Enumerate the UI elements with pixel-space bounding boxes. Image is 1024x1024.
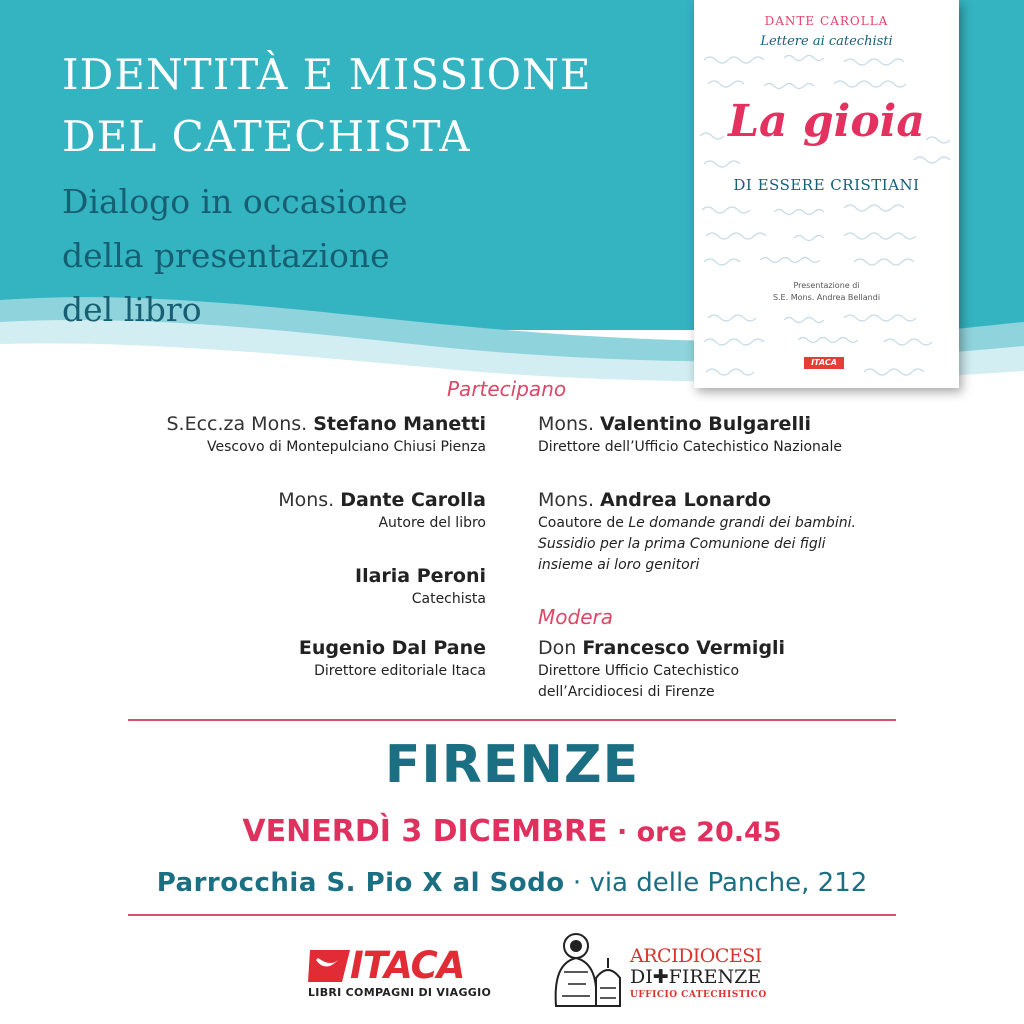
participant-role: Direttore dell’Ufficio Catechistico Nazionale <box>538 439 843 455</box>
participant-title: Mons. <box>278 489 335 511</box>
participants-heading: Partecipano <box>447 377 567 401</box>
event-city: FIRENZE <box>384 735 640 795</box>
book-subtitle: DI ESSERE CRISTIANI <box>733 176 920 194</box>
event-date-time <box>0 814 1024 849</box>
presentation-line: Presentazione di <box>793 281 860 290</box>
arcidiocesi-office: UFFICIO CATECHISTICO <box>630 990 767 1000</box>
event-place: Parrocchia S. Pio X al Sodo <box>156 868 565 898</box>
moderator-heading: Modera <box>538 605 613 629</box>
arcidiocesi-line1: ARCIDIOCESI <box>630 945 762 967</box>
participant-name: Valentino Bulgarelli <box>600 413 811 435</box>
event-date: VENERDÌ 3 DICEMBRE <box>242 814 608 849</box>
participant-peroni <box>66 563 486 610</box>
book-presentation <box>694 280 959 304</box>
participant-lonardo <box>538 487 958 576</box>
participant-name: Eugenio Dal Pane <box>298 637 486 659</box>
title-line: IDENTITÀ E MISSIONE <box>62 50 592 99</box>
title-line: DEL CATECHISTA <box>62 112 471 161</box>
subtitle-line: della presentazione <box>62 236 390 275</box>
participant-title: Mons. <box>538 489 594 511</box>
itaca-logo <box>308 944 492 1004</box>
book-reference: insieme ai loro genitori <box>538 557 700 573</box>
itaca-emblem-icon <box>308 946 352 986</box>
participant-role: Vescovo di Montepulciano Chiusi Pienza <box>207 439 486 455</box>
subtitle-line: Dialogo in occasione <box>62 182 408 221</box>
book-cover <box>694 0 959 388</box>
book-reference: Le domande grandi dei bambini. <box>628 515 856 531</box>
participant-role: Catechista <box>411 591 486 607</box>
event-time: · ore 20.45 <box>607 817 782 848</box>
itaca-wordmark: ITACA <box>350 944 465 987</box>
moderator-role: dell’Arcidiocesi di Firenze <box>538 684 715 700</box>
subtitle-line: del libro <box>62 290 202 329</box>
presentation-line: S.E. Mons. Andrea Bellandi <box>772 293 881 302</box>
event-address: · via delle Panche, 212 <box>564 868 868 898</box>
divider-top <box>128 719 896 721</box>
participant-title: S.Ecc.za Mons. <box>166 413 308 435</box>
event-title <box>62 44 592 168</box>
participant-role: Direttore editoriale Itaca <box>314 663 486 679</box>
christ-cathedral-seal-icon <box>546 928 628 1008</box>
event-location <box>0 868 1024 898</box>
itaca-tagline: LIBRI COMPAGNI DI VIAGGIO <box>308 986 492 999</box>
moderator-title: Don <box>538 637 577 659</box>
book-publisher-logo: ITACA <box>804 357 844 369</box>
participant-role: Autore del libro <box>378 515 486 531</box>
arcidiocesi-line2: DI✚FIRENZE <box>630 966 762 988</box>
moderator-vermigli <box>538 635 958 703</box>
divider-bottom <box>128 914 896 916</box>
participant-carolla <box>66 487 486 534</box>
participant-role: Coautore de <box>538 515 629 531</box>
participant-name: Andrea Lonardo <box>600 489 772 511</box>
book-series: Lettere ai catechisti <box>760 34 893 49</box>
participant-manetti <box>66 411 486 458</box>
participant-bulgarelli <box>538 411 958 458</box>
event-subtitle <box>62 175 408 337</box>
book-title: La gioia <box>728 96 925 147</box>
moderator-role: Direttore Ufficio Catechistico <box>538 663 740 679</box>
moderator-name: Francesco Vermigli <box>582 637 786 659</box>
handwriting-texture <box>694 0 959 388</box>
arcidiocesi-logo <box>546 928 776 1008</box>
participant-name: Ilaria Peroni <box>355 565 486 587</box>
book-reference: Sussidio per la prima Comunione dei figli <box>538 536 826 552</box>
participant-name: Dante Carolla <box>340 489 486 511</box>
book-author: DANTE CAROLLA <box>764 14 889 28</box>
participant-title: Mons. <box>538 413 594 435</box>
participant-name: Stefano Manetti <box>313 413 486 435</box>
participant-dal-pane <box>66 635 486 682</box>
